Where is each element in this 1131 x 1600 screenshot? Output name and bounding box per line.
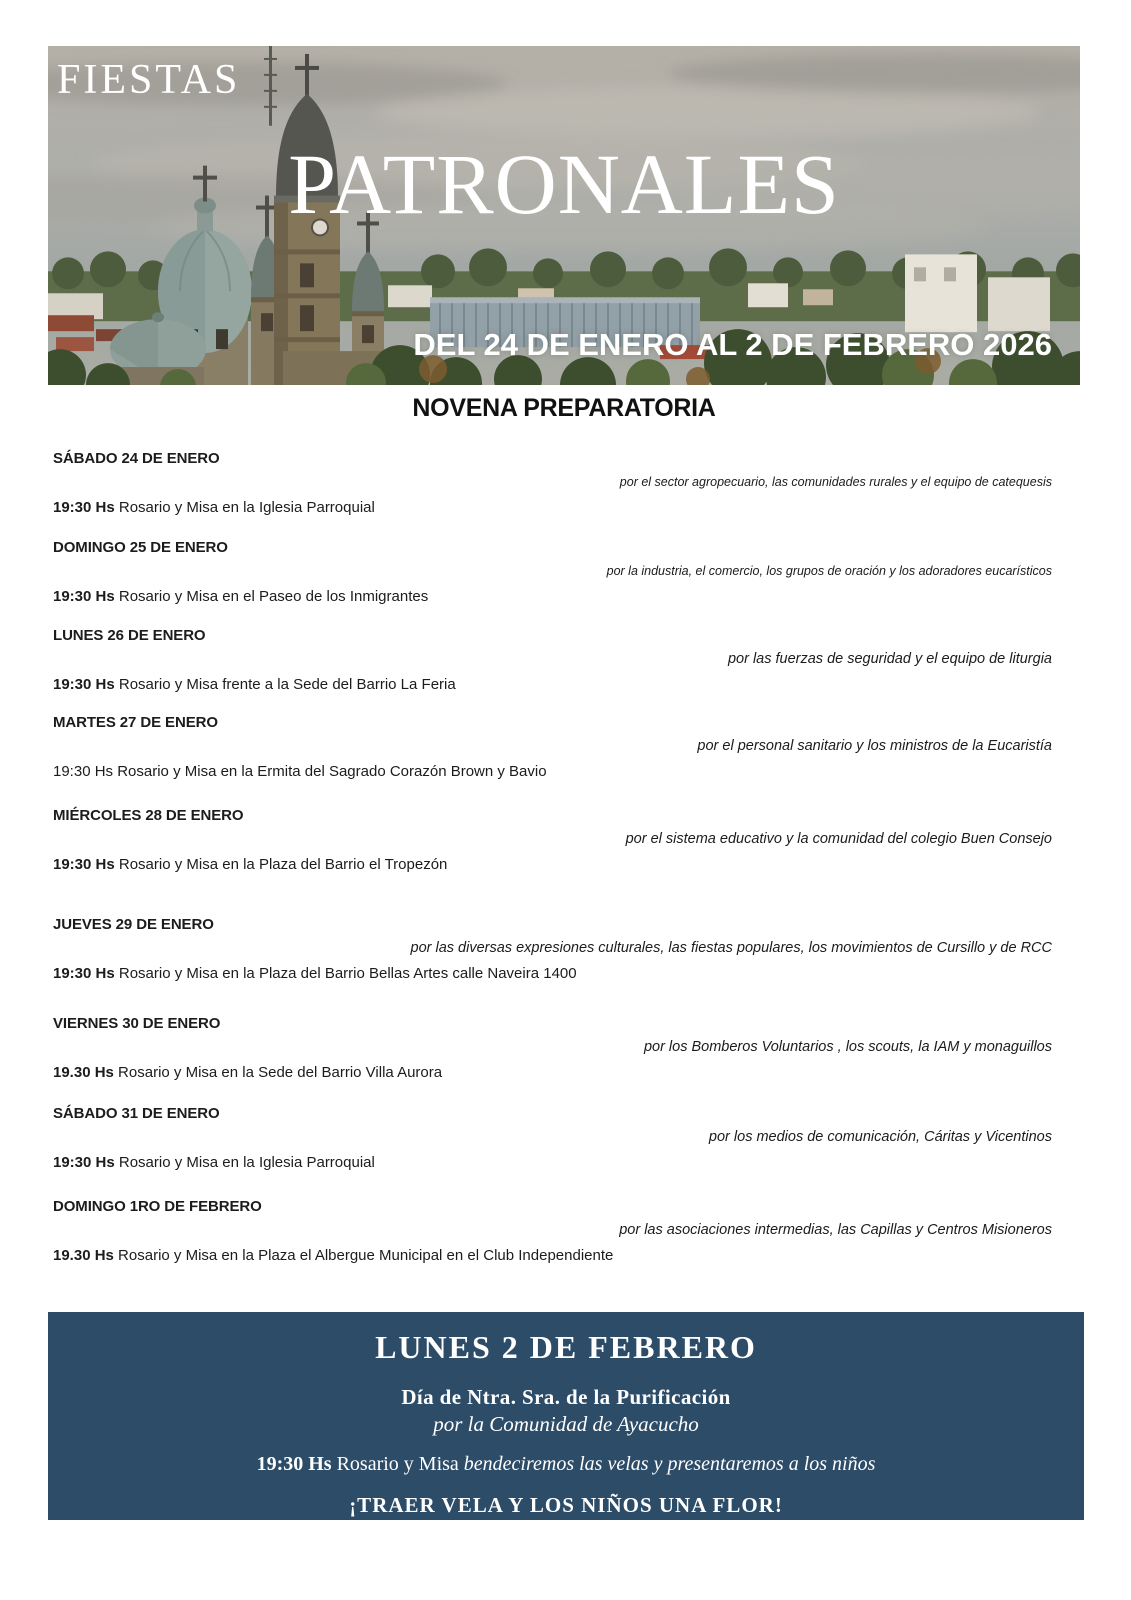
event-dedication: por la industria, el comercio, los grupos de oración y los adoradores eucarísticos [606,564,1052,578]
header-date-range: DEL 24 DE ENERO AL 2 DE FEBRERO 2026 [413,327,1052,362]
event-dedication: por el sector agropecuario, las comunidades rurales y el equipo de catequesis [619,475,1052,489]
event-detail: Rosario y Misa en la Plaza el Albergue Municipal en el Club Independiente [113,1247,614,1264]
event-detail: Rosario y Misa en la Ermita del Sagrado Corazón Brown y Bavio [113,763,547,780]
event-line [53,1246,1052,1265]
event-line [53,1153,1052,1172]
event-day-heading: LUNES 26 DE ENERO [53,627,206,644]
event-line [53,587,1052,606]
event-entry [53,1015,1052,1082]
event-line [53,498,1052,517]
event-detail: Rosario y Misa en la Plaza del Barrio Bellas Artes calle Naveira 1400 [114,965,577,982]
event-day-heading: DOMINGO 25 DE ENERO [53,539,228,556]
event-detail: Rosario y Misa en la Plaza del Barrio el Tropezón [114,856,448,873]
footer-subtitle: Día de Ntra. Sra. de la Purificación [401,1385,731,1409]
event-dedication: por las diversas expresiones culturales, las fiestas populares, los movimientos de Cursillo y de RCC [410,940,1052,956]
event-time-label: 19.30 Hs [53,1247,114,1264]
event-detail: Rosario y Misa en la Iglesia Parroquial [114,1154,375,1171]
footer-warning: ¡TRAER VELA Y LOS NIÑOS UNA FLOR! [349,1493,783,1517]
event-day-heading: JUEVES 29 DE ENERO [53,916,214,933]
event-time-label: 19:30 Hs [53,856,115,873]
event-detail: Rosario y Misa frente a la Sede del Barrio La Feria [114,676,456,693]
footer-time-label: 19:30 Hs [256,1453,332,1475]
event-entry [53,1198,1052,1265]
event-time-label: 19:30 Hs [53,965,115,982]
event-dedication: por el personal sanitario y los ministros de la Eucaristía [697,738,1052,754]
event-day-heading: MIÉRCOLES 28 DE ENERO [53,807,244,824]
event-detail: Rosario y Misa en el Paseo de los Inmigrantes [114,588,429,605]
footer-event-line [48,1453,1084,1476]
novena-section-title: NOVENA PREPARATORIA [412,394,716,422]
header-title-patronales: PATRONALES [288,136,840,232]
header-title-fiestas: FIESTAS [57,57,241,103]
event-time-label: 19:30 Hs [53,676,115,693]
event-day-heading: SÁBADO 31 DE ENERO [53,1105,220,1122]
event-time-label: 19:30 Hs [53,588,115,605]
event-dedication: por los medios de comunicación, Cáritas y Vicentinos [708,1129,1052,1145]
event-detail: Rosario y Misa en la Sede del Barrio Villa Aurora [113,1064,443,1081]
event-line [53,1063,1052,1082]
event-entry [53,714,1052,781]
event-line [53,675,1052,694]
header-photo [48,46,1080,385]
event-entry [53,450,1052,517]
event-time-label: 19.30 Hs [53,1064,114,1081]
event-time-label: 19:30 Hs [53,763,114,780]
event-dedication: por los Bomberos Voluntarios , los scouts, la IAM y monaguillos [643,1039,1052,1055]
event-entry [53,916,1052,983]
footer-banner [48,1312,1084,1520]
event-dedication: por las asociaciones intermedias, las Capillas y Centros Misioneros [619,1222,1052,1238]
footer-title: LUNES 2 DE FEBRERO [375,1329,757,1365]
footer-event-detail-italic: bendeciremos las velas y presentaremos a los niños [463,1453,876,1475]
event-line [53,762,1052,781]
event-detail: Rosario y Misa en la Iglesia Parroquial [114,499,375,516]
event-time-label: 19:30 Hs [53,499,115,516]
event-entry [53,807,1052,874]
event-entry [53,627,1052,694]
event-day-heading: SÁBADO 24 DE ENERO [53,450,220,467]
event-line [53,964,1052,983]
event-day-heading: DOMINGO 1RO DE FEBRERO [53,1198,262,1215]
event-day-heading: VIERNES 30 DE ENERO [53,1015,221,1032]
event-day-heading: MARTES 27 DE ENERO [53,714,218,731]
event-line [53,855,1052,874]
event-dedication: por las fuerzas de seguridad y el equipo de liturgia [727,651,1052,667]
footer-dedication: por la Comunidad de Ayacucho [433,1412,699,1436]
footer-event-detail: Rosario y Misa [331,1453,464,1475]
event-time-label: 19:30 Hs [53,1154,115,1171]
event-entry [53,539,1052,606]
event-entry [53,1105,1052,1172]
event-dedication: por el sistema educativo y la comunidad del colegio Buen Consejo [625,831,1052,847]
